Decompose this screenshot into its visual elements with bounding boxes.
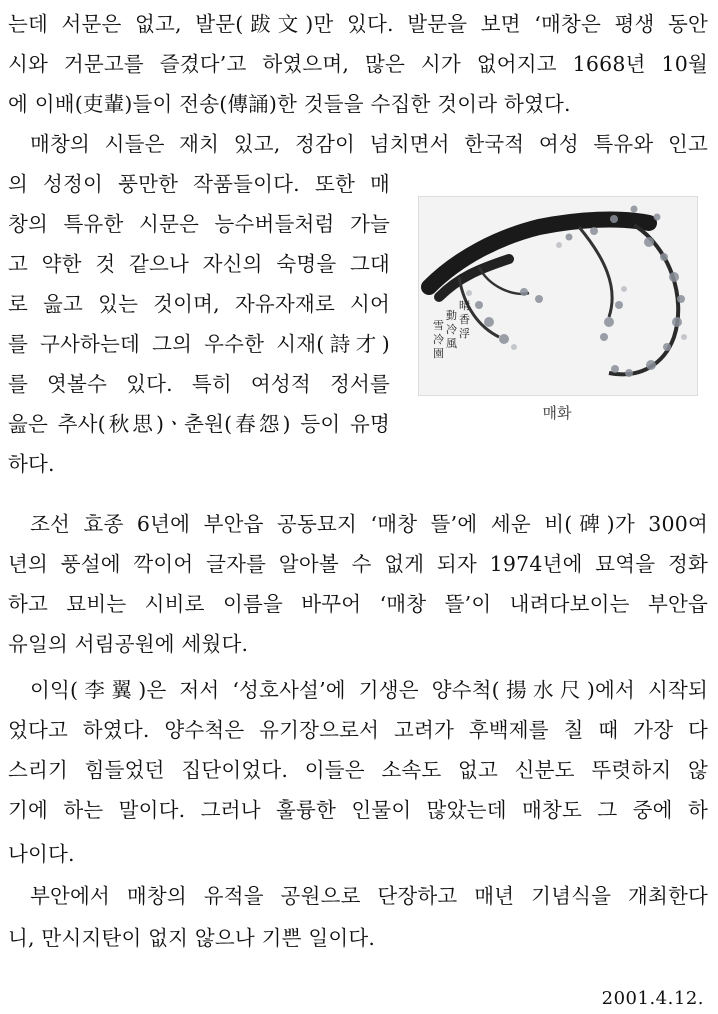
text-line: 니, 만시지탄이 없지 않으나 기쁜 일이다.: [8, 926, 376, 950]
text-line: 는데 서문은 없고, 발문(跋文)만 있다. 발문을 보면 ‘매창은 평생 동안: [8, 12, 708, 36]
inscription-char: 雪: [433, 319, 444, 332]
text-line: 를 구사하는데 그의 우수한 시재(詩才): [8, 332, 390, 356]
inscription-char: 冷: [433, 333, 444, 346]
inscription-char: 晴: [459, 299, 470, 312]
inscription-char: 香: [459, 313, 470, 326]
text-line: 창의 특유한 시문은 능수버들처럼 가늘: [8, 212, 390, 236]
plum-blossom-painting: [418, 196, 698, 396]
text-line: 고 약한 것 같으나 자신의 숙명을 그대: [8, 252, 390, 276]
text-line: 이익(李翼)은 저서 ‘성호사설’에 기생은 양수척(揚水尺)에서 시작되: [30, 678, 708, 702]
text-line: 기에 하는 말이다. 그러나 훌륭한 인물이 많았는데 매창도 그 중에 하: [8, 798, 708, 822]
text-line: 읊은 추사(秋思)ㆍ춘원(春怨) 등이 유명: [8, 412, 390, 436]
inscription-char: 浮: [459, 327, 470, 340]
text-line: 유일의 서림공원에 세웠다.: [8, 632, 249, 656]
inscription-char: 園: [433, 347, 444, 360]
text-line: 를 엿볼수 있다. 특히 여성적 정서를: [8, 372, 390, 396]
inscription-char: 動: [446, 309, 457, 322]
plum-branch-illustration: [419, 197, 697, 395]
text-line: 나이다.: [8, 842, 75, 866]
text-line: 하다.: [8, 452, 55, 476]
text-line: 에 이배(吏輩)들이 전송(傳誦)한 것들을 수집한 것이라 하였다.: [8, 92, 571, 116]
text-line: 스리기 힘들었던 집단이었다. 이들은 소속도 없고 신분도 뚜렷하지 않: [8, 758, 708, 782]
text-line: 부안에서 매창의 유적을 공원으로 단장하고 매년 기념식을 개최한다: [30, 884, 708, 908]
figure-caption: 매화: [542, 404, 572, 422]
text-line: 었다고 하였다. 양수척은 유기장으로서 고려가 후백제를 칠 때 가장 다: [8, 718, 708, 742]
inscription-char: 風: [446, 337, 457, 350]
text-line: 로 읊고 있는 것이며, 자유자재로 시어: [8, 292, 390, 316]
text-line: 조선 효종 6년에 부안읍 공동묘지 ‘매창 뜰’에 세운 비(碑)가 300여: [30, 512, 708, 536]
text-line: 하고 묘비는 시비로 이름을 바꾸어 ‘매창 뜰’이 내려다보이는 부안읍: [8, 592, 708, 616]
text-line: 시와 거문고를 즐겼다’고 하였으며, 많은 시가 없어지고 1668년 10월: [8, 52, 708, 76]
document-date: 2001.4.12.: [601, 988, 704, 1009]
text-line: 년의 풍설에 깍이어 글자를 알아볼 수 없게 되자 1974년에 묘역을 정화: [8, 552, 708, 576]
text-line: 의 성정이 풍만한 작품들이다. 또한 매: [8, 172, 390, 196]
text-line: 매창의 시들은 재치 있고, 정감이 넘치면서 한국적 여성 특유와 인고: [30, 132, 708, 156]
inscription-char: 冷: [446, 323, 457, 336]
